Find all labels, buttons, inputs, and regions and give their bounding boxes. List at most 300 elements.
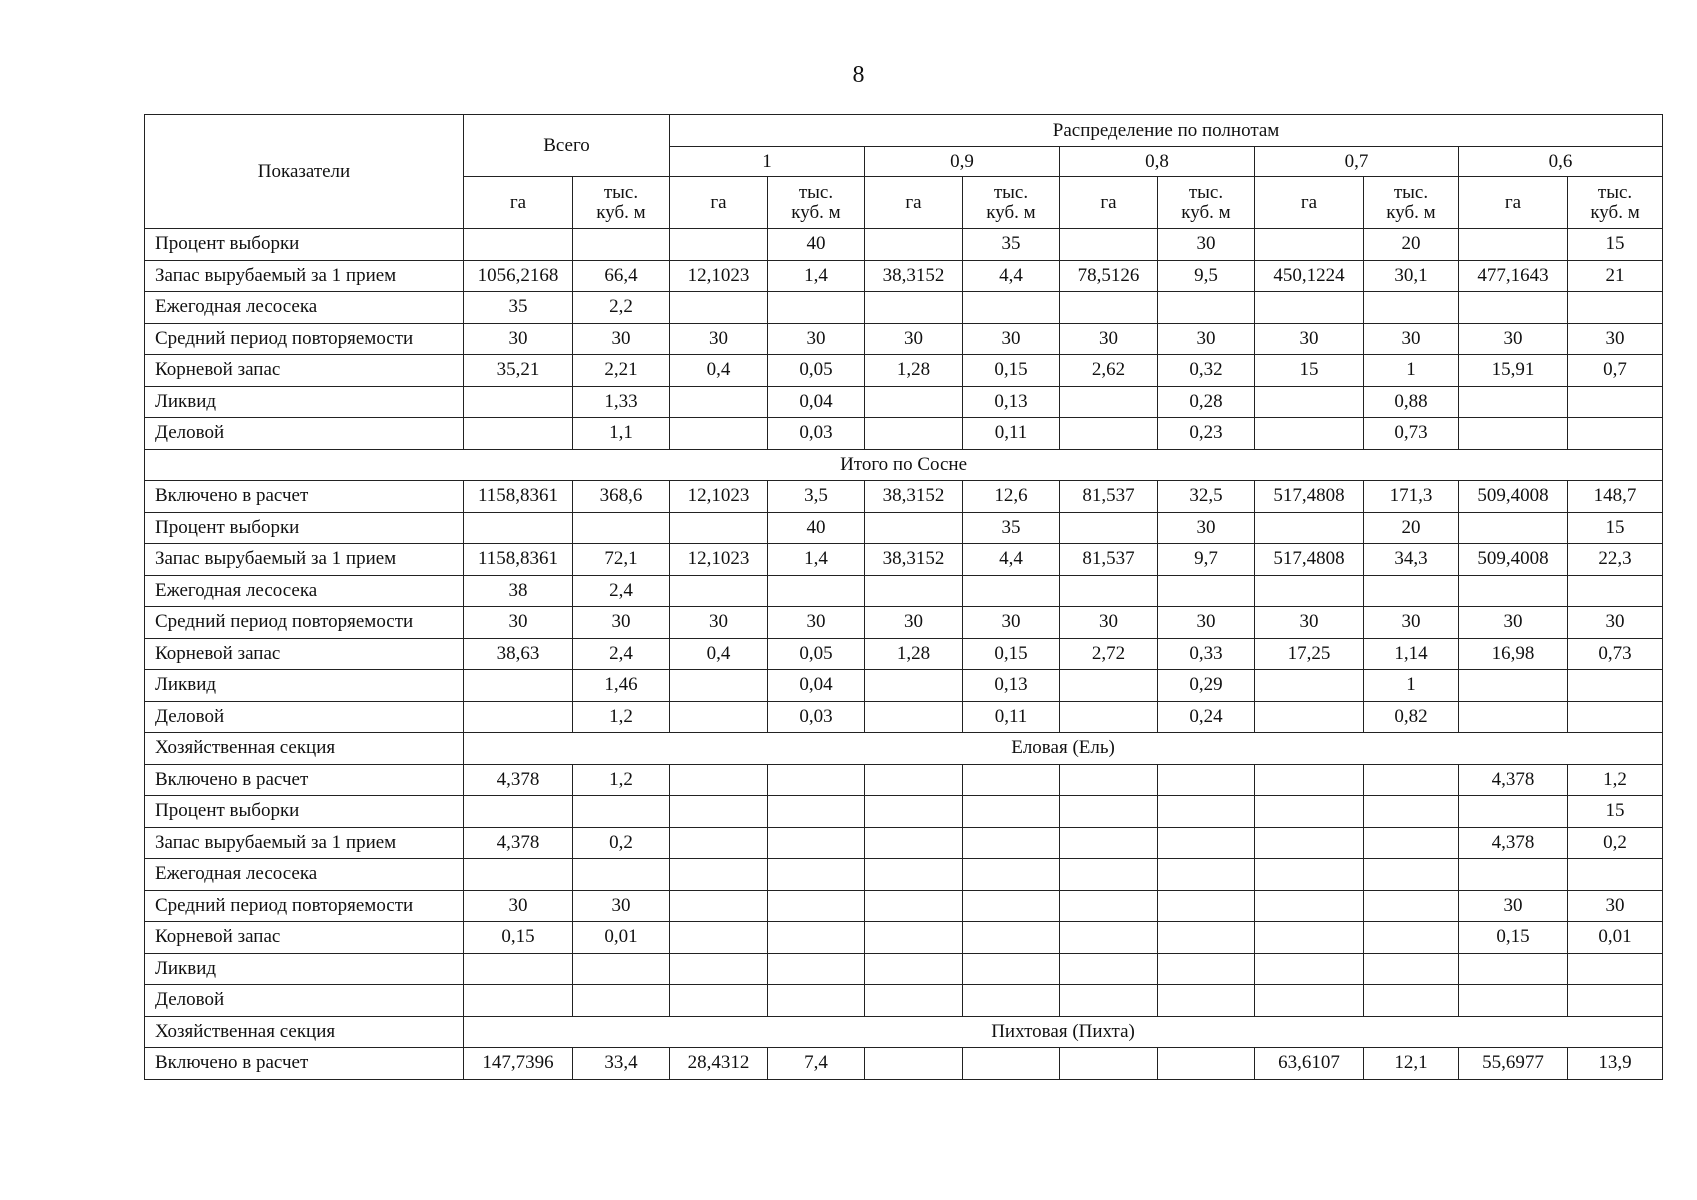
- header-unit-volume-line2: куб. м: [986, 201, 1036, 223]
- table-cell: 0,03: [768, 418, 865, 450]
- table-cell: [1459, 229, 1568, 261]
- table-cell: [464, 953, 573, 985]
- table-cell: 1: [1364, 355, 1459, 387]
- table-cell: [768, 890, 865, 922]
- page-number: 8: [852, 62, 865, 88]
- table-cell: 0,05: [768, 355, 865, 387]
- table-cell: 9,7: [1158, 544, 1255, 576]
- table-cell: [963, 859, 1060, 891]
- table-cell: [1158, 890, 1255, 922]
- table-cell: 30: [1568, 890, 1663, 922]
- table-cell: 15: [1568, 796, 1663, 828]
- table-cell: 16,98: [1459, 638, 1568, 670]
- table-cell: [1255, 985, 1364, 1017]
- table-cell: [1255, 575, 1364, 607]
- table-cell: 0,29: [1158, 670, 1255, 702]
- table-cell: [1060, 1048, 1158, 1080]
- table-cell: [573, 953, 670, 985]
- row-label: Процент выборки: [145, 512, 464, 544]
- table-cell: 30: [573, 323, 670, 355]
- table-cell: 0,88: [1364, 386, 1459, 418]
- table-cell: [1255, 827, 1364, 859]
- table-cell: [1060, 859, 1158, 891]
- header-unit-volume: [768, 177, 865, 229]
- row-label: Ежегодная лесосека: [145, 292, 464, 324]
- table-cell: 0,13: [963, 670, 1060, 702]
- table-cell: 72,1: [573, 544, 670, 576]
- table-cell: 30: [865, 607, 963, 639]
- group-total-heading: Итого по Сосне: [145, 449, 1663, 481]
- table-cell: 40: [768, 512, 865, 544]
- table-cell: 30: [1060, 607, 1158, 639]
- table-cell: 517,4808: [1255, 481, 1364, 513]
- table-cell: [768, 827, 865, 859]
- table-cell: 0,2: [573, 827, 670, 859]
- table-cell: 17,25: [1255, 638, 1364, 670]
- table-cell: 2,4: [573, 575, 670, 607]
- table-cell: 38,3152: [865, 260, 963, 292]
- table-cell: 30: [1158, 607, 1255, 639]
- header-distribution: Распределение по полнотам: [670, 115, 1663, 147]
- table-cell: 55,6977: [1459, 1048, 1568, 1080]
- table-cell: [1255, 922, 1364, 954]
- row-label: Процент выборки: [145, 796, 464, 828]
- table-cell: 1,33: [573, 386, 670, 418]
- table-cell: 15: [1568, 229, 1663, 261]
- table-row: [145, 796, 1663, 828]
- table-cell: [1158, 985, 1255, 1017]
- header-unit-volume: [1364, 177, 1459, 229]
- table-cell: 63,6107: [1255, 1048, 1364, 1080]
- table-cell: [1060, 670, 1158, 702]
- table-cell: 30: [1459, 607, 1568, 639]
- header-unit-volume-line1: тыс.: [798, 181, 834, 203]
- table-cell: 20: [1364, 512, 1459, 544]
- table-cell: [1568, 292, 1663, 324]
- table-cell: [670, 575, 768, 607]
- table-row: [145, 355, 1663, 387]
- table-cell: 0,03: [768, 701, 865, 733]
- table-cell: 30: [1060, 323, 1158, 355]
- table-cell: 12,1023: [670, 544, 768, 576]
- table-cell: [865, 701, 963, 733]
- table-cell: 0,13: [963, 386, 1060, 418]
- table-cell: [865, 418, 963, 450]
- table-cell: [1568, 953, 1663, 985]
- table-cell: [1459, 796, 1568, 828]
- table-cell: [865, 512, 963, 544]
- row-label: Запас вырубаемый за 1 прием: [145, 544, 464, 576]
- table-cell: [670, 670, 768, 702]
- table-cell: [1158, 292, 1255, 324]
- table-cell: [670, 859, 768, 891]
- table-cell: 12,1: [1364, 1048, 1459, 1080]
- table-cell: [670, 985, 768, 1017]
- table-cell: 1,2: [573, 701, 670, 733]
- row-label: Средний период повторяемости: [145, 890, 464, 922]
- header-unit-volume-line2: куб. м: [791, 201, 841, 223]
- header-density: 0,6: [1459, 147, 1663, 177]
- table-cell: [1060, 575, 1158, 607]
- table-cell: [1364, 953, 1459, 985]
- table-cell: 4,378: [1459, 827, 1568, 859]
- table-cell: 0,01: [573, 922, 670, 954]
- table-cell: 4,4: [963, 544, 1060, 576]
- table-cell: [865, 386, 963, 418]
- table-cell: 0,82: [1364, 701, 1459, 733]
- row-label: Хозяйственная секция: [145, 1016, 464, 1048]
- table-cell: [1060, 764, 1158, 796]
- table-row: [145, 575, 1663, 607]
- table-cell: [865, 670, 963, 702]
- table-cell: 1,46: [573, 670, 670, 702]
- table-cell: [1060, 386, 1158, 418]
- table-cell: [865, 229, 963, 261]
- table-cell: 9,5: [1158, 260, 1255, 292]
- table-cell: [768, 796, 865, 828]
- header-unit-volume-line2: куб. м: [1386, 201, 1436, 223]
- table-cell: [768, 575, 865, 607]
- table-cell: [573, 985, 670, 1017]
- table-cell: [1255, 386, 1364, 418]
- table-cell: [1255, 512, 1364, 544]
- table-cell: [963, 1048, 1060, 1080]
- table-cell: [670, 512, 768, 544]
- table-cell: 1,14: [1364, 638, 1459, 670]
- cutting-volume-table: [144, 114, 1663, 1080]
- header-density: 0,7: [1255, 147, 1459, 177]
- row-label: Корневой запас: [145, 922, 464, 954]
- table-cell: [1568, 859, 1663, 891]
- table-cell: [963, 292, 1060, 324]
- header-total: Всего: [464, 115, 670, 177]
- table-cell: [963, 953, 1060, 985]
- table-cell: 21: [1568, 260, 1663, 292]
- row-label: Деловой: [145, 985, 464, 1017]
- table-row: [145, 1016, 1663, 1048]
- table-cell: [1060, 985, 1158, 1017]
- table-cell: 2,4: [573, 638, 670, 670]
- row-label: Корневой запас: [145, 638, 464, 670]
- table-cell: [1060, 229, 1158, 261]
- table-row: [145, 638, 1663, 670]
- table-cell: [670, 890, 768, 922]
- table-cell: [865, 953, 963, 985]
- table-cell: [464, 670, 573, 702]
- table-cell: [1459, 985, 1568, 1017]
- table-cell: 0,23: [1158, 418, 1255, 450]
- row-label: Включено в расчет: [145, 481, 464, 513]
- header-unit-volume-line2: куб. м: [1181, 201, 1231, 223]
- table-cell: [1459, 953, 1568, 985]
- table-cell: 368,6: [573, 481, 670, 513]
- table-cell: [1255, 764, 1364, 796]
- table-row: [145, 386, 1663, 418]
- table-cell: [963, 890, 1060, 922]
- table-cell: [464, 859, 573, 891]
- header-unit-ha: га: [1459, 177, 1568, 229]
- table-cell: [573, 859, 670, 891]
- table-cell: 13,9: [1568, 1048, 1663, 1080]
- table-cell: [1255, 229, 1364, 261]
- table-cell: [1158, 953, 1255, 985]
- table-cell: [670, 764, 768, 796]
- table-cell: 12,6: [963, 481, 1060, 513]
- table-cell: 78,5126: [1060, 260, 1158, 292]
- table-cell: 28,4312: [670, 1048, 768, 1080]
- table-cell: 30: [573, 890, 670, 922]
- table-cell: [464, 386, 573, 418]
- table-cell: [670, 229, 768, 261]
- table-cell: 35: [963, 512, 1060, 544]
- table-cell: [1158, 922, 1255, 954]
- table-row: [145, 670, 1663, 702]
- table-cell: [963, 575, 1060, 607]
- table-cell: 30: [1158, 229, 1255, 261]
- table-cell: [464, 512, 573, 544]
- table-cell: 0,15: [464, 922, 573, 954]
- table-cell: [1060, 827, 1158, 859]
- table-row: [145, 922, 1663, 954]
- row-label: Запас вырубаемый за 1 прием: [145, 260, 464, 292]
- table-cell: 30,1: [1364, 260, 1459, 292]
- table-cell: [670, 953, 768, 985]
- table-cell: 1158,8361: [464, 481, 573, 513]
- header-unit-ha: га: [1060, 177, 1158, 229]
- table-cell: 1,2: [573, 764, 670, 796]
- table-cell: 40: [768, 229, 865, 261]
- table-cell: [1255, 418, 1364, 450]
- table-row: [145, 292, 1663, 324]
- row-label: Ликвид: [145, 670, 464, 702]
- table-row: [145, 260, 1663, 292]
- table-row: [145, 323, 1663, 355]
- table-cell: [464, 701, 573, 733]
- table-cell: [1459, 670, 1568, 702]
- table-cell: [865, 859, 963, 891]
- row-label: Средний период повторяемости: [145, 607, 464, 639]
- table-cell: 30: [1364, 607, 1459, 639]
- table-row: [145, 827, 1663, 859]
- table-row: [145, 418, 1663, 450]
- table-cell: 147,7396: [464, 1048, 573, 1080]
- table-cell: 477,1643: [1459, 260, 1568, 292]
- table-cell: [1158, 796, 1255, 828]
- row-label: Деловой: [145, 418, 464, 450]
- row-label: Ежегодная лесосека: [145, 575, 464, 607]
- table-cell: [1364, 796, 1459, 828]
- table-cell: 30: [670, 607, 768, 639]
- table-cell: [1060, 292, 1158, 324]
- table-cell: 0,04: [768, 386, 865, 418]
- table-cell: [1459, 418, 1568, 450]
- table-cell: 3,5: [768, 481, 865, 513]
- table-cell: 0,4: [670, 355, 768, 387]
- table-cell: 0,11: [963, 701, 1060, 733]
- table-cell: [670, 922, 768, 954]
- table-cell: [464, 985, 573, 1017]
- table-row: [145, 890, 1663, 922]
- table-cell: 30: [963, 607, 1060, 639]
- table-cell: [1568, 670, 1663, 702]
- table-cell: 0,33: [1158, 638, 1255, 670]
- header-unit-volume-line2: куб. м: [596, 201, 646, 223]
- table-cell: [573, 796, 670, 828]
- table-cell: 15: [1568, 512, 1663, 544]
- table-cell: 0,28: [1158, 386, 1255, 418]
- table-cell: 30: [865, 323, 963, 355]
- table-cell: [573, 229, 670, 261]
- table-cell: [1364, 922, 1459, 954]
- table-cell: [768, 764, 865, 796]
- header-unit-volume-line1: тыс.: [1393, 181, 1429, 203]
- table-cell: [1568, 701, 1663, 733]
- table-cell: [1568, 985, 1663, 1017]
- table-cell: 30: [1364, 323, 1459, 355]
- header-unit-volume-line1: тыс.: [603, 181, 639, 203]
- header-unit-volume: [963, 177, 1060, 229]
- table-cell: 30: [1568, 607, 1663, 639]
- table-row: [145, 481, 1663, 513]
- table-cell: [1158, 1048, 1255, 1080]
- table-cell: 35,21: [464, 355, 573, 387]
- table-cell: [670, 796, 768, 828]
- table-cell: [1158, 575, 1255, 607]
- table-cell: 66,4: [573, 260, 670, 292]
- table-cell: 81,537: [1060, 481, 1158, 513]
- table-cell: [1364, 575, 1459, 607]
- table-cell: [1459, 701, 1568, 733]
- table-cell: 0,15: [963, 355, 1060, 387]
- table-cell: 38,3152: [865, 544, 963, 576]
- table-cell: 0,73: [1568, 638, 1663, 670]
- header-density: 1: [670, 147, 865, 177]
- table-cell: [1364, 827, 1459, 859]
- table-row: [145, 1048, 1663, 1080]
- table-cell: 30: [768, 323, 865, 355]
- table-cell: 0,04: [768, 670, 865, 702]
- header-unit-volume-line2: куб. м: [1590, 201, 1640, 223]
- table-row: [145, 733, 1663, 765]
- table-cell: [1060, 701, 1158, 733]
- table-cell: [1255, 796, 1364, 828]
- table-cell: 1,28: [865, 355, 963, 387]
- table-cell: 30: [963, 323, 1060, 355]
- table-cell: [670, 701, 768, 733]
- table-cell: 0,15: [1459, 922, 1568, 954]
- table-cell: [768, 922, 865, 954]
- table-cell: 4,378: [464, 827, 573, 859]
- table-cell: 2,62: [1060, 355, 1158, 387]
- table-cell: [464, 229, 573, 261]
- table-cell: [1255, 701, 1364, 733]
- table-cell: [1568, 386, 1663, 418]
- table-cell: [1255, 292, 1364, 324]
- table-cell: 30: [464, 890, 573, 922]
- row-label: Ежегодная лесосека: [145, 859, 464, 891]
- table-cell: [670, 418, 768, 450]
- header-unit-ha: га: [464, 177, 573, 229]
- section-name: Еловая (Ель): [464, 733, 1663, 765]
- table-cell: [1255, 953, 1364, 985]
- table-cell: 12,1023: [670, 481, 768, 513]
- table-cell: 1,28: [865, 638, 963, 670]
- table-row: [145, 701, 1663, 733]
- table-row: [145, 953, 1663, 985]
- header-unit-ha: га: [670, 177, 768, 229]
- header-unit-ha: га: [1255, 177, 1364, 229]
- row-label: Включено в расчет: [145, 1048, 464, 1080]
- table-cell: [464, 796, 573, 828]
- header-unit-volume: [573, 177, 670, 229]
- table-cell: 34,3: [1364, 544, 1459, 576]
- table-cell: 2,21: [573, 355, 670, 387]
- table-cell: 15,91: [1459, 355, 1568, 387]
- table-cell: 1: [1364, 670, 1459, 702]
- row-label: Ликвид: [145, 386, 464, 418]
- table-cell: 12,1023: [670, 260, 768, 292]
- table-cell: [1364, 764, 1459, 796]
- row-label: Запас вырубаемый за 1 прием: [145, 827, 464, 859]
- table-cell: 32,5: [1158, 481, 1255, 513]
- table-cell: [865, 575, 963, 607]
- table-cell: [768, 985, 865, 1017]
- table-cell: 30: [464, 607, 573, 639]
- table-row: [145, 544, 1663, 576]
- table-cell: [865, 922, 963, 954]
- table-cell: [670, 827, 768, 859]
- table-cell: 30: [464, 323, 573, 355]
- header-indicators: Показатели: [145, 115, 464, 229]
- table-cell: [1060, 890, 1158, 922]
- header-unit-volume-line1: тыс.: [1188, 181, 1224, 203]
- table-cell: [1060, 512, 1158, 544]
- table-cell: [1158, 859, 1255, 891]
- table-cell: 1158,8361: [464, 544, 573, 576]
- table-cell: [865, 796, 963, 828]
- row-label: Ликвид: [145, 953, 464, 985]
- table-cell: 1,4: [768, 260, 865, 292]
- table-cell: 38: [464, 575, 573, 607]
- table-cell: 0,4: [670, 638, 768, 670]
- table-cell: 30: [573, 607, 670, 639]
- table-cell: 0,73: [1364, 418, 1459, 450]
- table-cell: 0,05: [768, 638, 865, 670]
- table-cell: 15: [1255, 355, 1364, 387]
- table-cell: 33,4: [573, 1048, 670, 1080]
- table-cell: [1060, 922, 1158, 954]
- table-cell: 0,24: [1158, 701, 1255, 733]
- table-cell: [670, 292, 768, 324]
- header-unit-volume-line1: тыс.: [1597, 181, 1633, 203]
- table-cell: 1056,2168: [464, 260, 573, 292]
- header-unit-volume: [1158, 177, 1255, 229]
- table-cell: 30: [670, 323, 768, 355]
- table-cell: [1459, 292, 1568, 324]
- table-cell: 1,4: [768, 544, 865, 576]
- table-cell: [1255, 670, 1364, 702]
- table-row: [145, 607, 1663, 639]
- table-cell: [768, 953, 865, 985]
- table-cell: 148,7: [1568, 481, 1663, 513]
- row-label: Хозяйственная секция: [145, 733, 464, 765]
- table-cell: 30: [1459, 890, 1568, 922]
- table-cell: 38,63: [464, 638, 573, 670]
- header-unit-ha: га: [865, 177, 963, 229]
- table-cell: [865, 827, 963, 859]
- row-label: Корневой запас: [145, 355, 464, 387]
- table-row: [145, 229, 1663, 261]
